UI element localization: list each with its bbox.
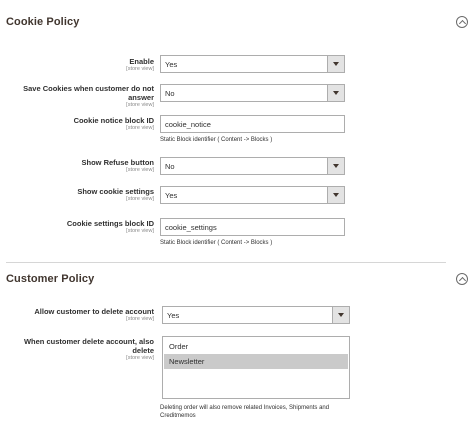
option-order[interactable]: Order — [169, 342, 189, 351]
allow-delete-select[interactable]: Yes — [162, 306, 350, 324]
scope-text: [store view] — [126, 196, 154, 202]
enable-select[interactable]: Yes — [160, 55, 345, 73]
save-cookies-select[interactable]: No — [160, 84, 345, 102]
scope-text: [store view] — [126, 316, 154, 322]
also-delete-multiselect[interactable] — [162, 336, 350, 399]
show-settings-label: Show cookie settings [store view] — [4, 187, 154, 203]
show-settings-select[interactable]: Yes — [160, 186, 345, 204]
settings-block-note: Static Block identifier ( Content -> Blocks ) — [160, 240, 273, 246]
chevron-down-icon — [327, 187, 344, 203]
chevron-down-icon — [327, 85, 344, 101]
section-divider — [6, 262, 446, 263]
scope-text: [store view] — [126, 355, 154, 361]
scope-text: [store view] — [126, 228, 154, 234]
notice-block-note: Static Block identifier ( Content -> Blocks ) — [160, 137, 273, 143]
enable-label: Enable [store view] — [4, 57, 154, 73]
chevron-down-icon — [327, 158, 344, 174]
show-refuse-select[interactable]: No — [160, 157, 345, 175]
notice-block-input[interactable]: cookie_notice — [160, 115, 345, 133]
cookie-policy-header[interactable] — [0, 10, 474, 40]
settings-block-label: Cookie settings block ID [store view] — [4, 219, 154, 235]
also-delete-label: When customer delete account, also delete [store view] — [4, 337, 154, 362]
cookie-policy-title: Cookie Policy — [6, 16, 80, 28]
chevron-down-icon — [332, 307, 349, 323]
scope-text: [store view] — [126, 102, 154, 108]
notice-block-label: Cookie notice block ID [store view] — [4, 116, 154, 132]
option-newsletter[interactable]: Newsletter — [164, 354, 348, 369]
show-refuse-label: Show Refuse button [store view] — [4, 158, 154, 174]
scope-text: [store view] — [126, 66, 154, 72]
scope-text: [store view] — [126, 125, 154, 131]
save-cookies-label: Save Cookies when customer do not answer [store view] — [4, 84, 154, 109]
also-delete-note: Deleting order will also remove related Invoices, Shipments and Creditmemos — [160, 405, 330, 419]
settings-block-input[interactable]: cookie_settings — [160, 218, 345, 236]
customer-policy-header[interactable] — [0, 267, 474, 297]
customer-policy-title: Customer Policy — [6, 273, 95, 285]
scope-text: [store view] — [126, 167, 154, 173]
chevron-up-icon[interactable] — [456, 273, 468, 285]
allow-delete-label: Allow customer to delete account [store view] — [4, 307, 154, 323]
chevron-down-icon — [327, 56, 344, 72]
chevron-up-icon[interactable] — [456, 16, 468, 28]
